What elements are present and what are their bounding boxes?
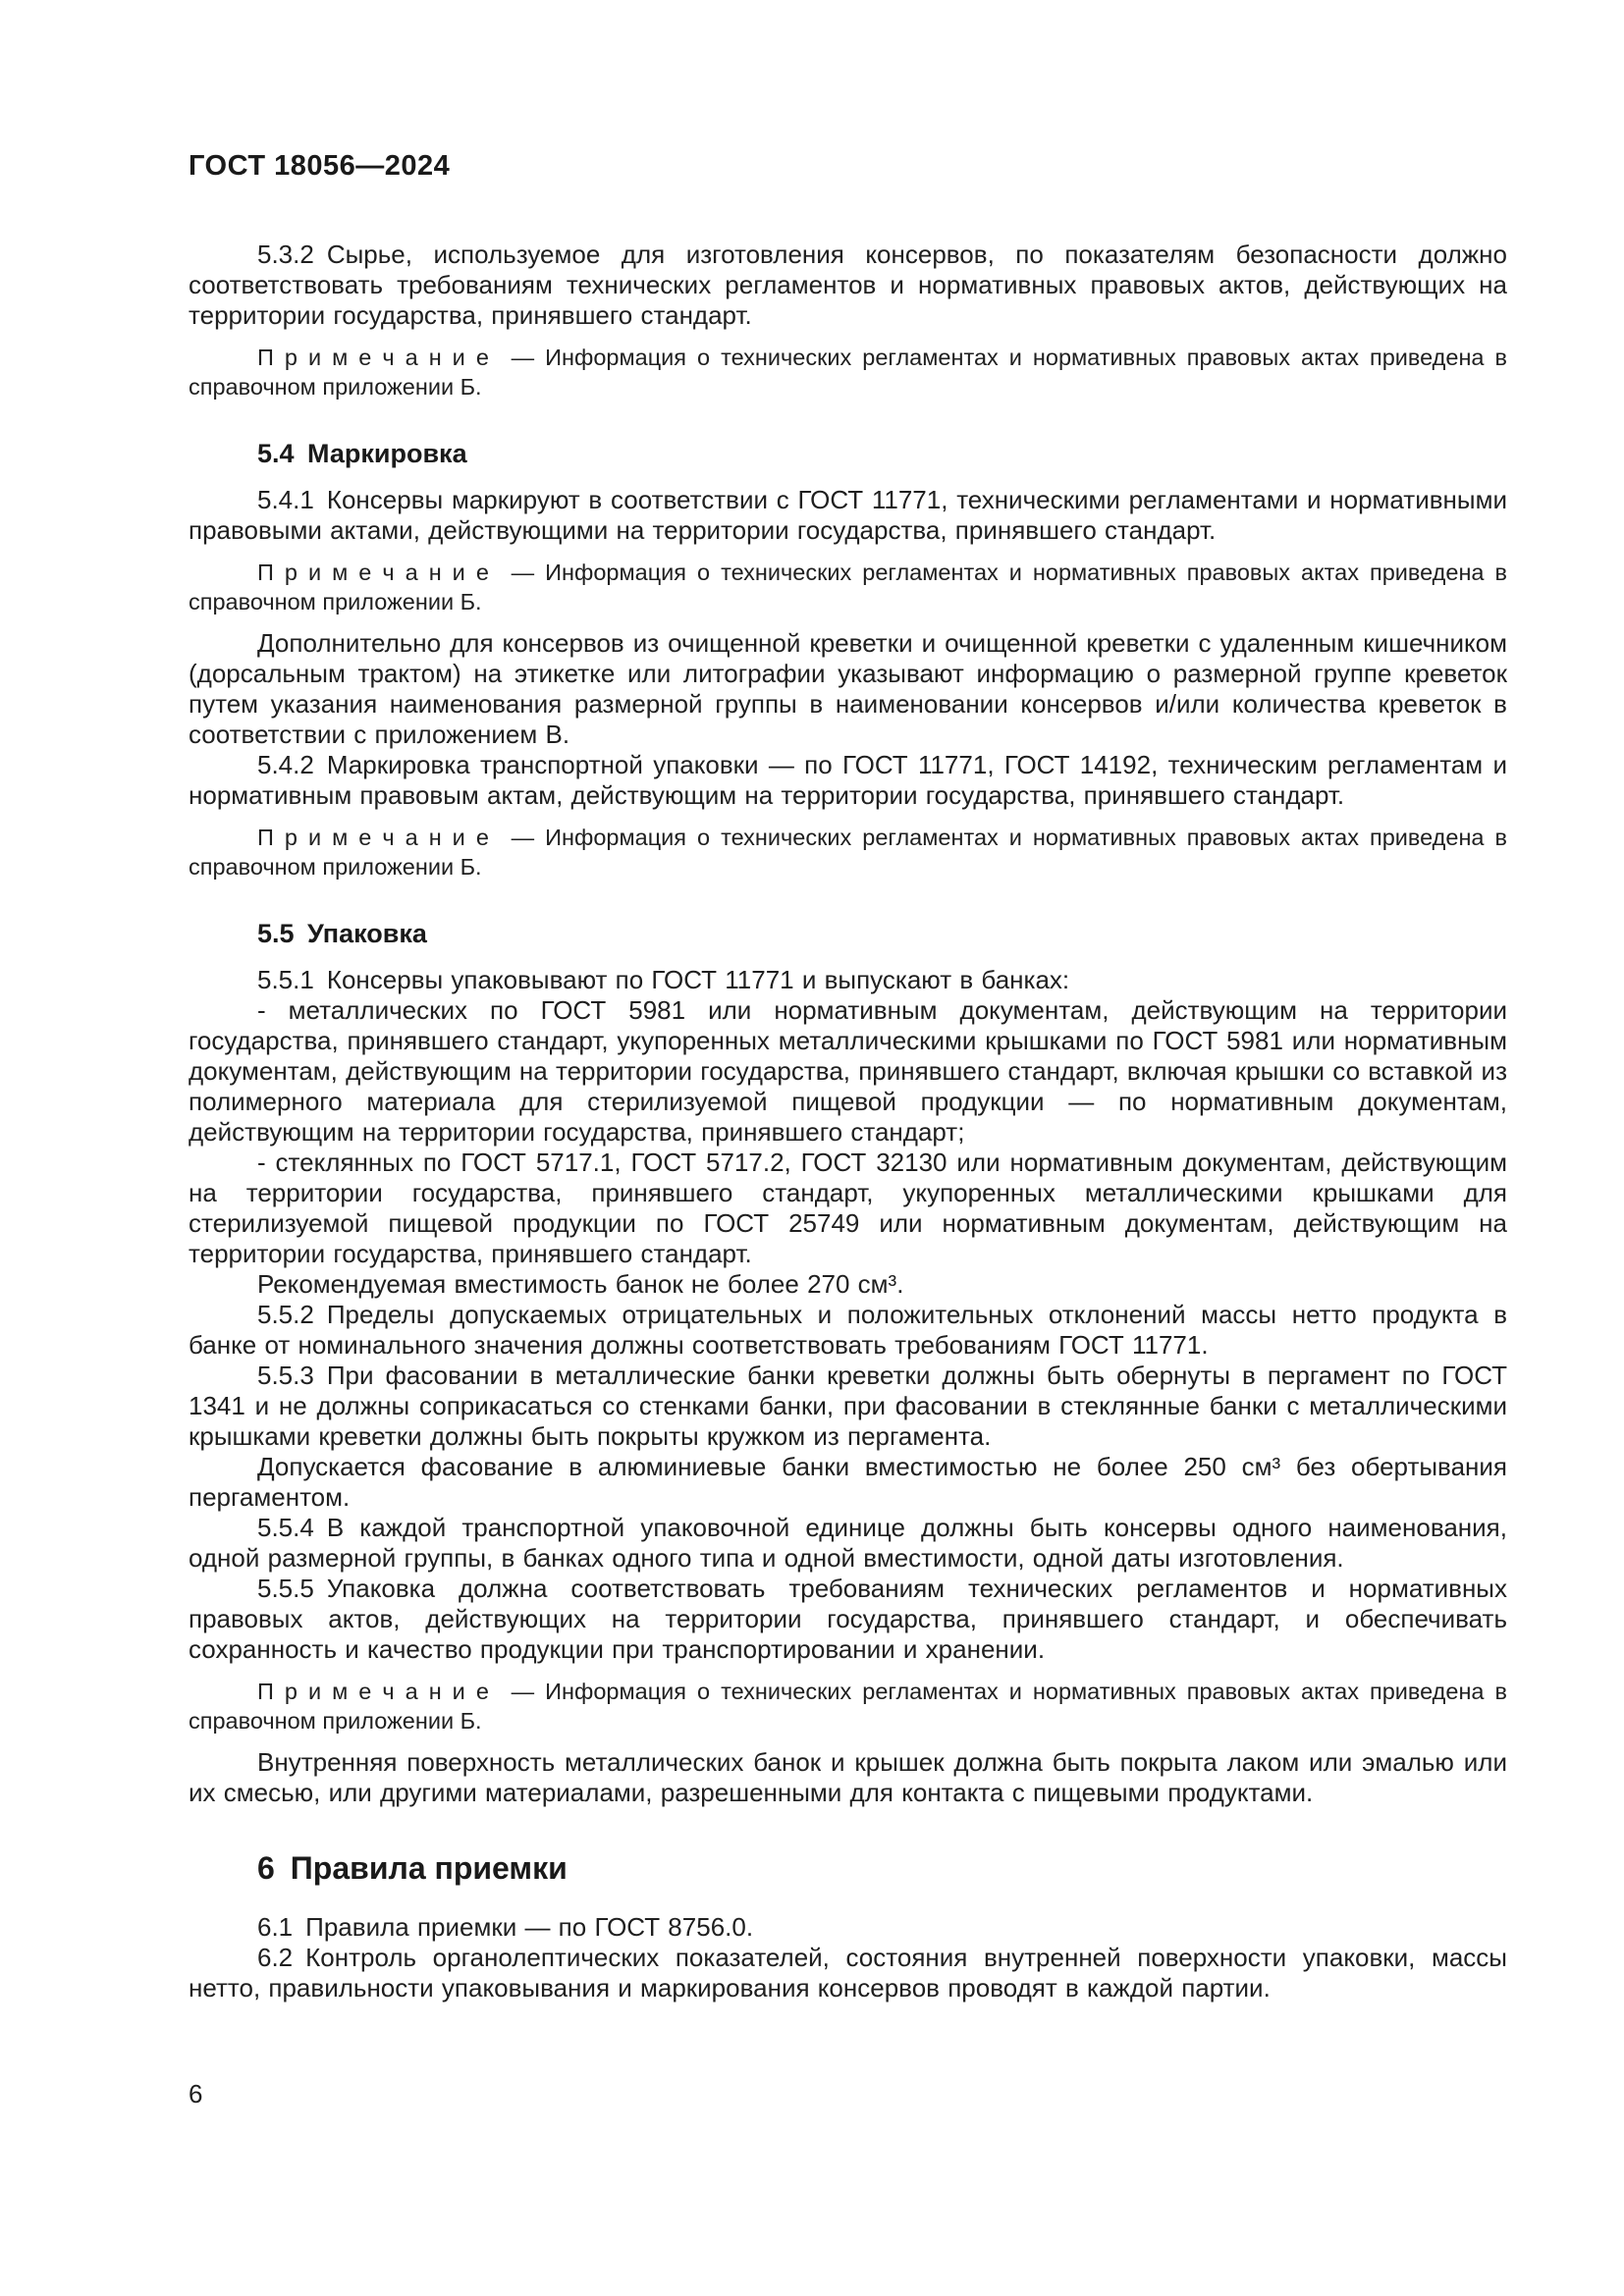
paragraph-aluminum-cans: Допускается фасование в алюминиевые банки вместимостью не более 250 см³ без обертывания пергаментом. — [189, 1452, 1507, 1512]
note-technical-regulations: П р и м е ч а н и е — Информация о технических регламентах и нормативных правовых актах приведена в справочном приложении Б. — [189, 1679, 1507, 1734]
paragraph-6-1: 6.1 Правила приемки — по ГОСТ 8756.0. — [257, 1912, 754, 1942]
paragraph-6-2: 6.2 Контроль органолептических показателей, состояния внутренней поверхности упаковки, массы нетто, правильности упаковывания и маркирования консервов проводят в каждой партии. — [189, 1943, 1507, 2002]
paragraph-5-5-3: 5.5.3 При фасовании в металлические банки креветки должны быть обернуты в пергамент по ГОСТ 1341 и не должны соприкасаться со стенками банки, при фасовании в стеклянные банки с металлическими крышками креветки должны быть покрыты кружком из пергамента. — [189, 1361, 1507, 1451]
list-item-glass-jars: - стеклянных по ГОСТ 5717.1, ГОСТ 5717.2, ГОСТ 32130 или нормативным документам, действующим на территории государства, принявшего стандарт, укупоренных металлическими крышками для стерилизуемой пищевой продукции по ГОСТ 25749 или нормативным документам, действующим на территории государства, принявшего стандарт. — [189, 1148, 1507, 1268]
paragraph-additional-labeling: Дополнительно для консервов из очищенной креветки и очищенной креветки с удаленным кишечником (дорсальным трактом) на этикетке или литографии указывают информацию о размерной группе креветок путем указания наименования размерной группы в наименовании консервов и/или количества креветок в соответствии с приложением В. — [189, 628, 1507, 749]
heading-5-4-markirovka: 5.4 Маркировка — [257, 439, 467, 468]
paragraph-5-5-4: 5.5.4 В каждой транспортной упаковочной единице должны быть консервы одного наименования, одной размерной группы, в банках одного типа и одной вместимости, одной даты изготовления. — [189, 1513, 1507, 1573]
paragraph-recommended-capacity: Рекомендуемая вместимость банок не более 270 см³. — [257, 1269, 904, 1299]
paragraph-5-4-2: 5.4.2 Маркировка транспортной упаковки — по ГОСТ 11771, ГОСТ 14192, техническим регламентам и нормативным правовым актам, действующим на территории государства, принявшего стандарт. — [189, 750, 1507, 810]
standard-number-header: ГОСТ 18056—2024 — [189, 150, 451, 182]
note-technical-regulations: П р и м е ч а н и е — Информация о технических регламентах и нормативных правовых актах приведена в справочном приложении Б. — [189, 560, 1507, 614]
list-item-metal-cans: - металлических по ГОСТ 5981 или нормативным документам, действующим на территории государства, принявшего стандарт, укупоренных металлическими крышками по ГОСТ 5981 или нормативным документам, действующим на территории государства, принявшего стандарт, включая крышки со вставкой из полимерного материала для стерилизуемой пищевой продукции — по нормативным документам, действующим на территории государства, принявшего стандарт; — [189, 995, 1507, 1147]
paragraph-5-3-2: 5.3.2 Сырье, используемое для изготовления консервов, по показателям безопасности должно соответствовать требованиям технических регламентов и нормативных правовых актов, действующих на территории государства, принявшего стандарт. — [189, 240, 1507, 330]
heading-5-5-upakovka: 5.5 Упаковка — [257, 919, 427, 948]
note-technical-regulations: П р и м е ч а н и е — Информация о технических регламентах и нормативных правовых актах приведена в справочном приложении Б. — [189, 345, 1507, 400]
page-number: 6 — [189, 2079, 203, 2109]
section-heading-6-pravila-priemki: 6 Правила приемки — [257, 1850, 568, 1886]
paragraph-5-4-1: 5.4.1 Консервы маркируют в соответствии с ГОСТ 11771, техническими регламентами и нормативными правовыми актами, действующими на территории государства, принявшего стандарт. — [189, 485, 1507, 545]
paragraph-5-5-2: 5.5.2 Пределы допускаемых отрицательных и положительных отклонений массы нетто продукта в банке от номинального значения должны соответствовать требованиям ГОСТ 11771. — [189, 1300, 1507, 1360]
paragraph-inner-surface: Внутренняя поверхность металлических банок и крышек должна быть покрыта лаком или эмалью или их смесью, или другими материалами, разрешенными для контакта с пищевыми продуктами. — [189, 1747, 1507, 1807]
paragraph-5-5-1: 5.5.1 Консервы упаковывают по ГОСТ 11771 и выпускают в банках: — [257, 965, 1070, 994]
note-technical-regulations: П р и м е ч а н и е — Информация о технических регламентах и нормативных правовых актах приведена в справочном приложении Б. — [189, 825, 1507, 880]
paragraph-5-5-5: 5.5.5 Упаковка должна соответствовать требованиям технических регламентов и нормативных правовых актов, действующих на территории государства, принявшего стандарт, и обеспечивать сохранность и качество продукции при транспортировании и хранении. — [189, 1574, 1507, 1664]
